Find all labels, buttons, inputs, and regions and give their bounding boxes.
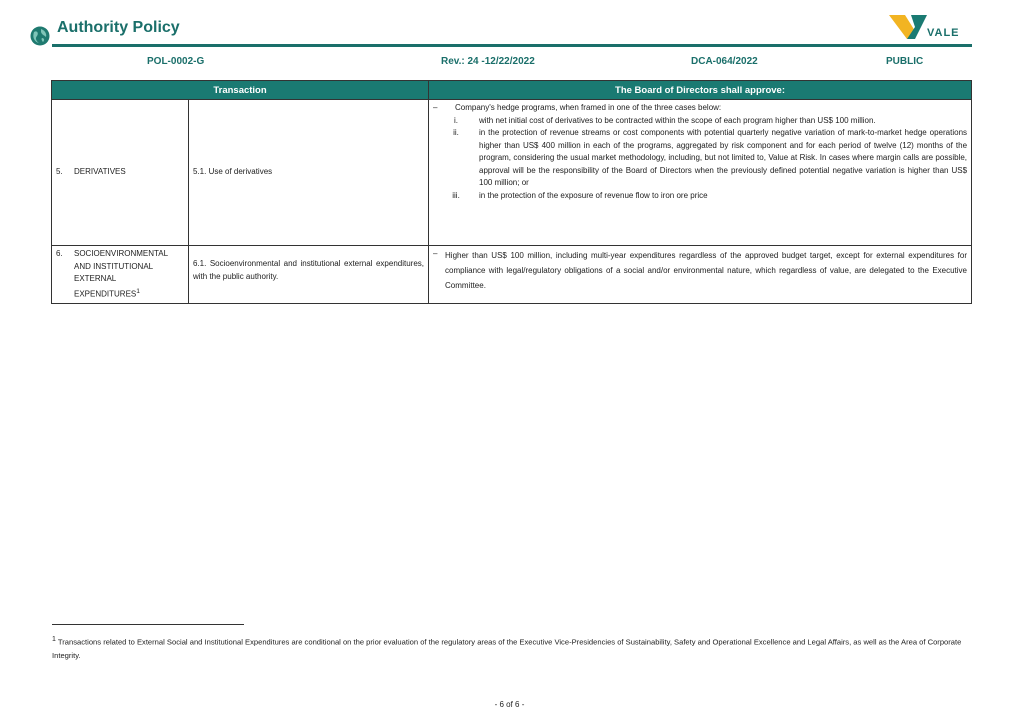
authority-table bbox=[51, 80, 972, 304]
list-item bbox=[433, 190, 967, 203]
item-text: with net initial cost of derivatives to be contracted within the scope of each program higher than US$ 100 million. bbox=[479, 115, 876, 125]
footnote-number: 1 bbox=[52, 636, 56, 643]
col-transaction-header: Transaction bbox=[52, 81, 429, 100]
globe-icon bbox=[30, 26, 50, 46]
table-row bbox=[52, 246, 972, 304]
transaction-cell: 5.1. Use of derivatives bbox=[189, 100, 429, 246]
table-row bbox=[52, 100, 972, 246]
category-cell bbox=[52, 100, 189, 246]
doc-code: POL-0002-G bbox=[147, 56, 205, 67]
item-marker: iii. bbox=[452, 190, 460, 200]
footnote-text: Transactions related to External Social and Institutional Expenditures are conditional on the prior evaluation of the regulatory areas of the Executive Vice-Presidencies of Sustainability, Safety and Operational Excellence and Legal Affairs, as well as the Area of Corporate Integrity. bbox=[52, 637, 962, 660]
category-label: SOCIOENVIRONMENTAL AND INSTITUTIONAL EXTERNAL EXPENDITURES bbox=[74, 249, 168, 299]
approval-text: Higher than US$ 100 million, including multi-year expenditures regardless of the approved budget target, except for external expenditures for compliance with legal/regulatory obligations of a social and/or environmental nature, which regardless of value, are delegated to the Executive Committee. bbox=[445, 251, 968, 290]
footnote-rule bbox=[52, 624, 244, 625]
footnote bbox=[52, 633, 962, 662]
lead-text: Company's hedge programs, when framed in one of the three cases below: bbox=[455, 103, 722, 112]
item-text: in the protection of the exposure of revenue flow to iron ore price bbox=[479, 190, 708, 200]
item-marker: ii. bbox=[453, 128, 459, 137]
category-label: DERIVATIVES bbox=[74, 167, 126, 177]
logo-text: VALE bbox=[927, 27, 960, 39]
list-item bbox=[433, 127, 967, 190]
header-rule bbox=[52, 44, 972, 47]
item-marker: i. bbox=[454, 115, 459, 125]
table-header-row bbox=[52, 81, 972, 100]
row-number: 5. bbox=[56, 167, 63, 177]
dca-number: DCA-064/2022 bbox=[691, 56, 758, 67]
revision: Rev.: 24 -12/22/2022 bbox=[441, 56, 535, 67]
row-number: 6. bbox=[56, 249, 63, 258]
dash-marker: – bbox=[433, 103, 438, 112]
dash-marker: – bbox=[433, 249, 438, 258]
item-text: in the protection of revenue streams or cost components with potential quarterly negative variation of mark-to-market hedge operations higher than US$ 400 million in each of the programs, aggregated by risk component and for each period of twelve (12) months of the program, considering the usual market methodology, including, but not limited to, Value at Risk. In cases where margin calls are possible, approval will be the responsibility of the Board of Directors when the previously defined potential negative variation is higher than US$ 100 million; or bbox=[479, 128, 968, 187]
category-cell bbox=[52, 246, 189, 304]
col-board-header: The Board of Directors shall approve: bbox=[429, 81, 972, 100]
approval-cell bbox=[429, 246, 972, 304]
approval-cell bbox=[429, 100, 972, 246]
classification: PUBLIC bbox=[886, 56, 924, 67]
list-item bbox=[433, 115, 967, 128]
transaction-cell: 6.1. Socioenvironmental and institutional external expenditures, with the public authority. bbox=[189, 246, 429, 304]
footnote-ref: 1 bbox=[136, 287, 140, 295]
page-title: Authority Policy bbox=[57, 19, 180, 36]
page-number: - 6 of 6 - bbox=[494, 700, 525, 709]
